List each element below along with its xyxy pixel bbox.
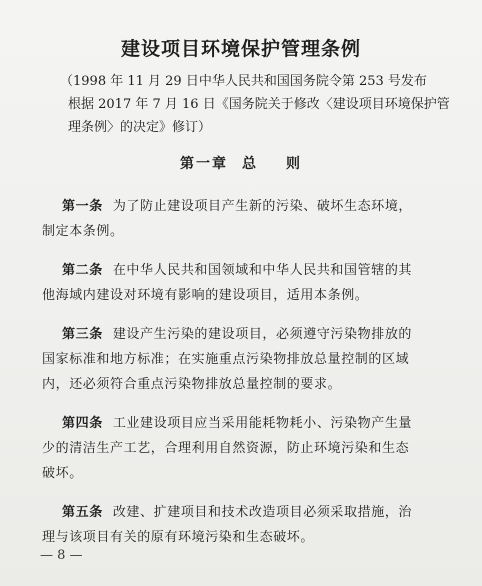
article-3 (42, 322, 462, 397)
article-text: 理与该项目有关的原有环境污染和生态破坏。 (42, 530, 315, 545)
chapter-title-part-2: 则 (286, 156, 302, 172)
article-label: 第五条 (62, 505, 103, 520)
document-title: 建设项目环境保护管理条例 (120, 38, 361, 60)
article-label: 第一条 (62, 199, 103, 214)
article-label: 第二条 (62, 263, 103, 278)
article-text: 在中华人民共和国领域和中华人民共和国管辖的其 (112, 263, 413, 278)
preface-line-2: 根据 2017 年 7 月 16 日《国务院关于修改〈建设项目环境保护管 (68, 97, 450, 112)
article-text: 为了防止建设项目产生新的污染、破坏生态环境， (112, 199, 413, 214)
preface-line-1: （1998 年 11 月 29 日中华人民共和国国务院令第 253 号发布 (60, 74, 427, 89)
article-text: 内，还必须符合重点污染物排放总量控制的要求。 (42, 377, 342, 392)
article-label: 第四条 (62, 416, 103, 431)
article-text: 工业建设项目应当采用能耗物耗小、污染物产生量 (112, 416, 413, 431)
article-5 (42, 500, 462, 550)
article-list (42, 194, 462, 564)
article-text: 建设产生污染的建设项目，必须遵守污染物排放的 (112, 327, 413, 342)
article-4 (42, 411, 462, 486)
article-text: 制定本条例。 (42, 224, 124, 239)
chapter-title-part-1: 总 (242, 156, 258, 172)
chapter-number: 第一章 (180, 156, 228, 172)
article-1 (42, 194, 462, 244)
preface-line-3: 理条例〉的决定》修订） (68, 120, 212, 135)
article-label: 第三条 (62, 327, 103, 342)
article-text: 国家标准和地方标准；在实施重点污染物排放总量控制的区域 (42, 352, 410, 367)
page-number: — 8 — (40, 548, 83, 563)
document-preface (60, 70, 455, 139)
article-text: 他海域内建设对环境有影响的建设项目，适用本条例。 (42, 288, 369, 303)
chapter-heading (0, 153, 482, 173)
article-text: 少的清洁生产工艺，合理利用自然资源，防止环境污染和生态 (42, 441, 410, 456)
article-text: 破坏。 (42, 466, 83, 481)
article-text: 改建、扩建项目和技术改造项目必须采取措施，治 (112, 505, 413, 520)
article-2 (42, 258, 462, 308)
